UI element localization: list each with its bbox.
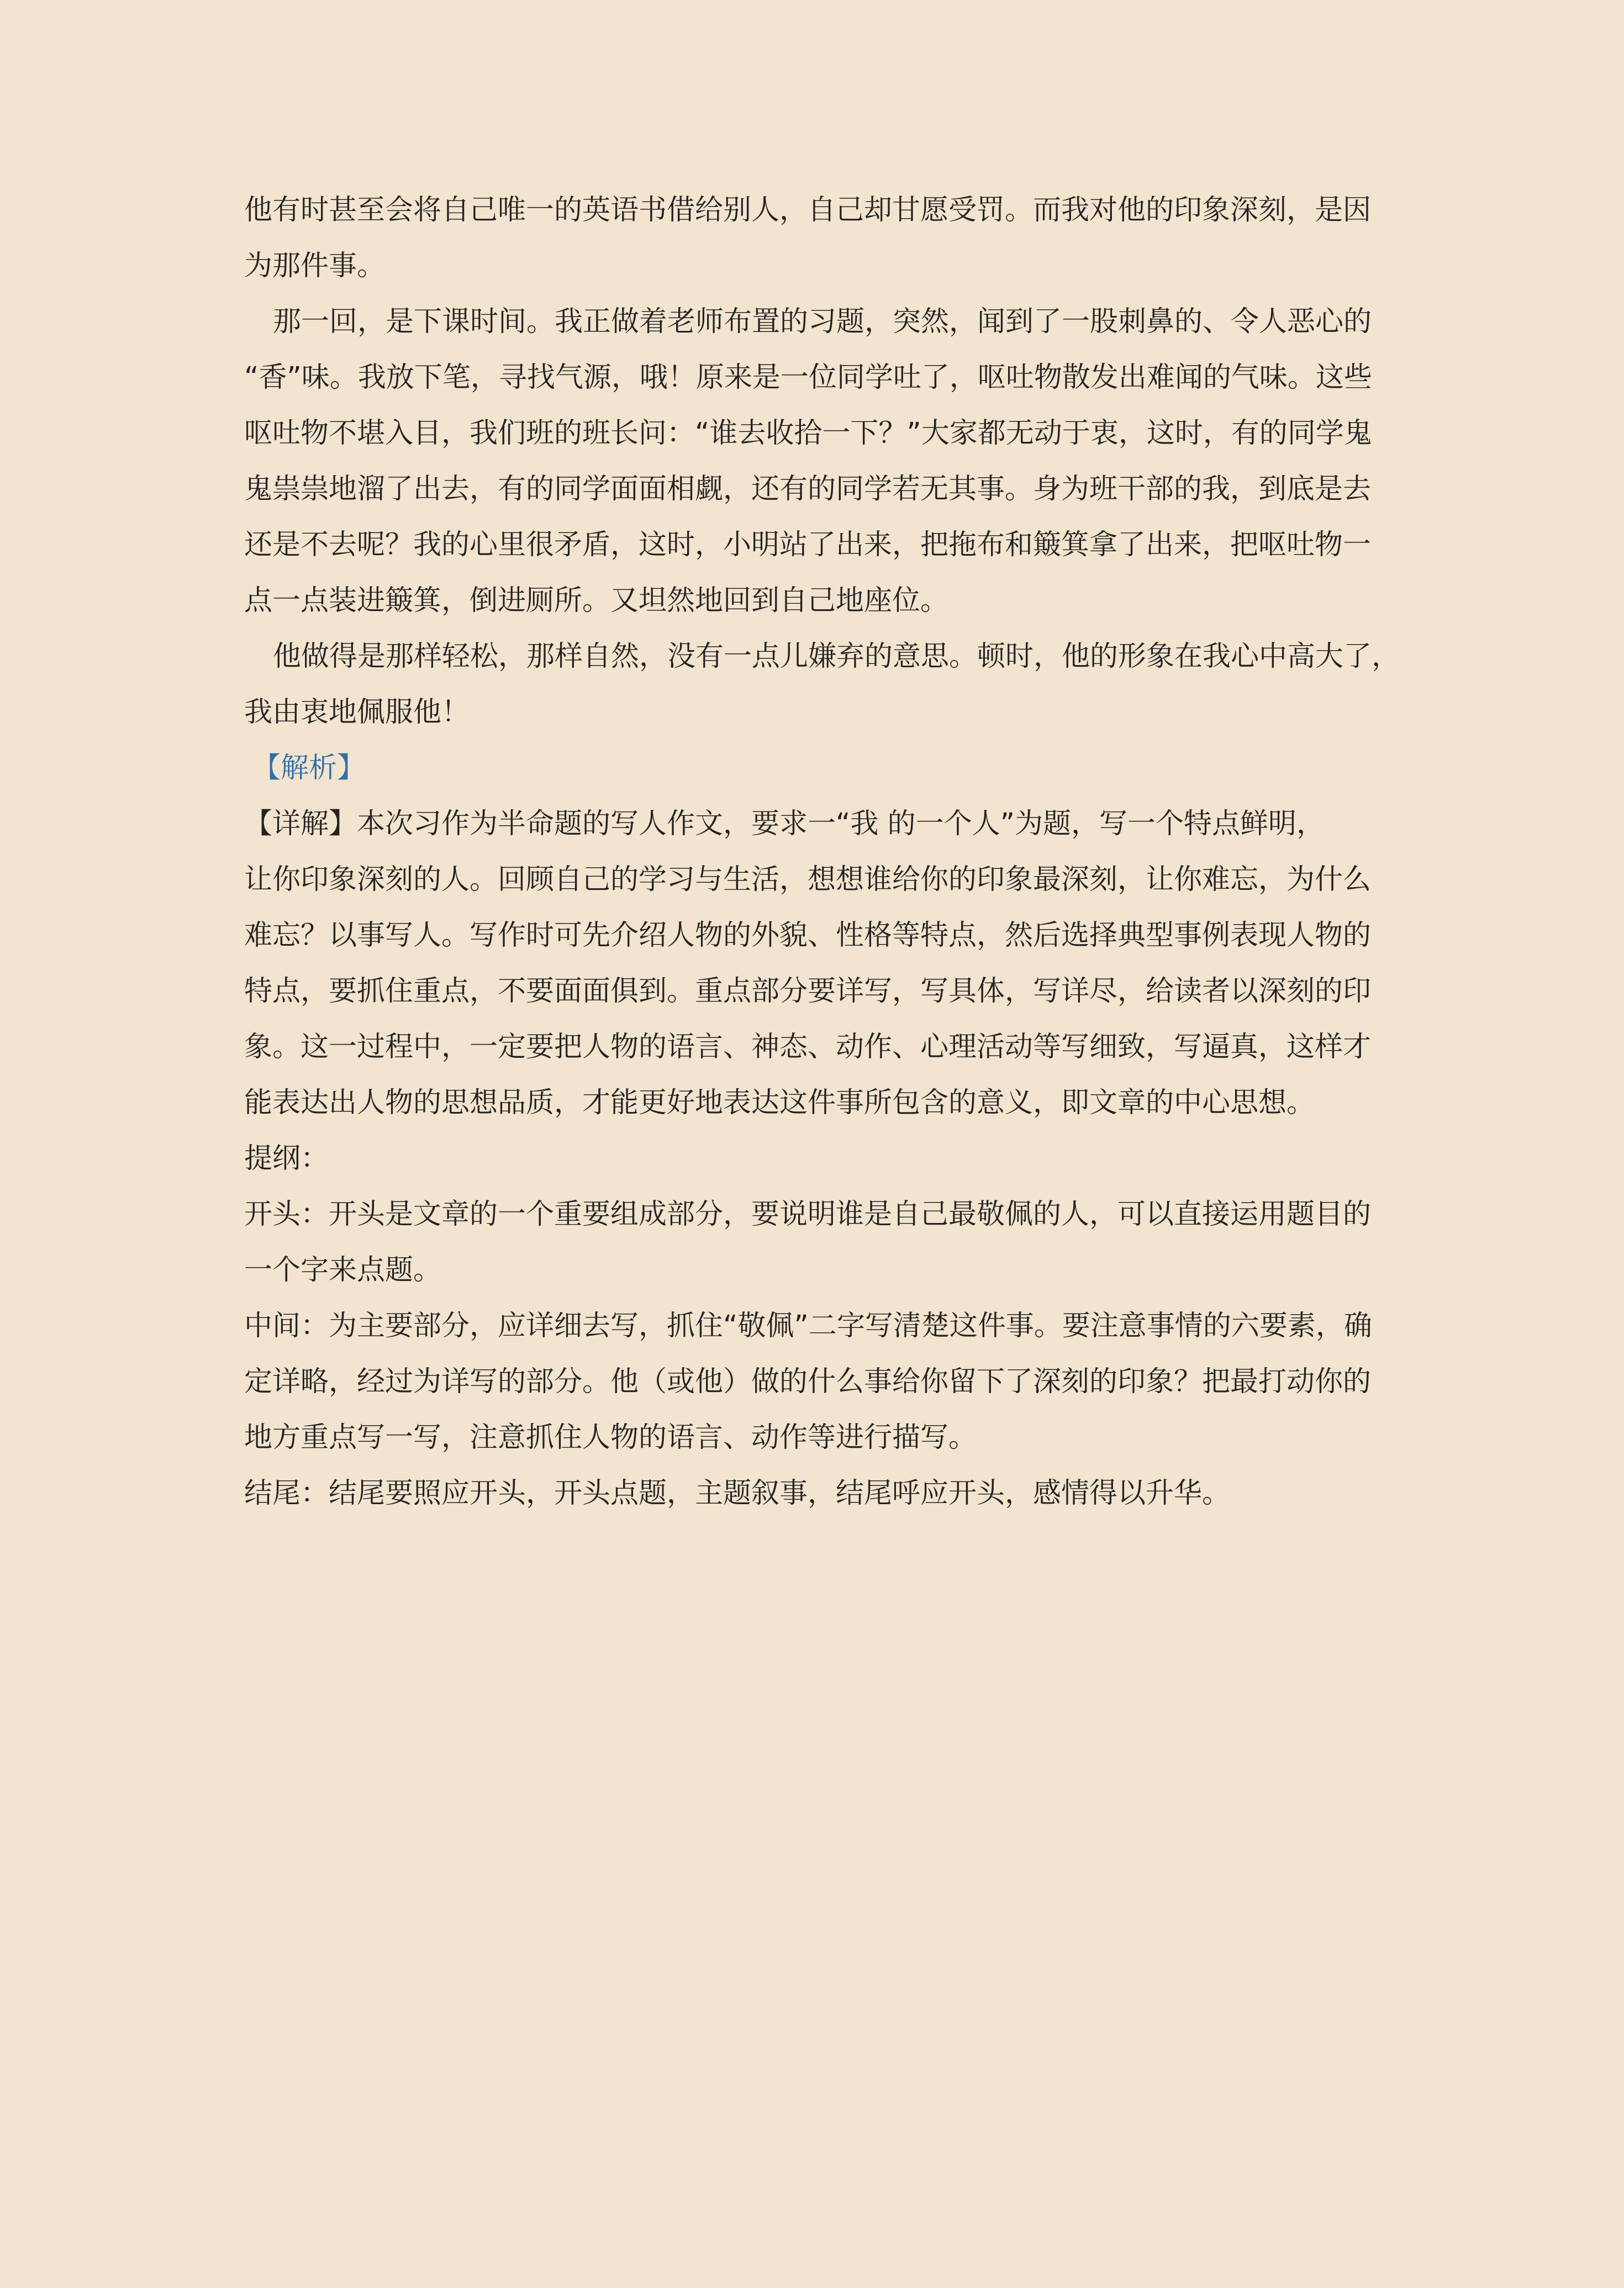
text-line: 象。这一过程中，一定要把人物的语言、神态、动作、心理活动等写细致，写逼真，这样才 [244, 1031, 1372, 1063]
text-line: 地方重点写一写，注意抓住人物的语言、动作等进行描写。 [244, 1421, 977, 1454]
text-line: 还是不去呢？我的心里很矛盾，这时，小明站了出来，把拖布和簸箕拿了出来，把呕吐物一 [244, 529, 1372, 561]
outline-middle [244, 1298, 1375, 1465]
text-line: 一个字来点题。 [244, 1254, 442, 1287]
outline-title: 提纲： [244, 1142, 329, 1175]
text-line: 开头：开头是文章的一个重要组成部分，要说明谁是自己最敬佩的人，可以直接运用题目的 [244, 1198, 1372, 1231]
detail-paragraph [244, 796, 1375, 1131]
text-line: 呕吐物不堪入目，我们班的班长问：“谁去收拾一下？”大家都无动于衷，这时，有的同学鬼 [244, 417, 1372, 450]
text-line: 鬼祟祟地溜了出去，有的同学面面相觑，还有的同学若无其事。身为班干部的我，到底是去 [244, 473, 1372, 505]
text-line: “香”味。我放下笔，寻找气源，哦！原来是一位同学吐了，呕吐物散发出难闻的气味。这些 [244, 361, 1372, 394]
text-line: 他有时甚至会将自己唯一的英语书借给别人，自己却甘愿受罚。而我对他的印象深刻，是因 [244, 194, 1372, 226]
text-line: 我由衷地佩服他！ [244, 696, 470, 729]
text-line: 结尾：结尾要照应开头，开头点题，主题叙事，结尾呼应开头，感情得以升华。 [244, 1477, 1231, 1510]
document-body [244, 182, 1400, 1521]
outline-ending [244, 1465, 1375, 1521]
text-line: 能表达出人物的思想品质，才能更好地表达这件事所包含的意义，即文章的中心思想。 [244, 1087, 1315, 1119]
paragraph-1 [244, 182, 1375, 294]
outline-opening [244, 1187, 1375, 1298]
text-line: 【详解】本次习作为半命题的写人作文，要求一“我 的一个人”为题，写一个特点鲜明， [244, 808, 1325, 840]
text-line: 定详略，经过为详写的部分。他（或他）做的什么事给你留下了深刻的印象？把最打动你的 [244, 1366, 1372, 1398]
text-line: 点一点装进簸箕，倒进厕所。又坦然地回到自己地座位。 [244, 584, 949, 617]
text-line: 中间：为主要部分，应详细去写，抓住“敬佩”二字写清楚这件事。要注意事情的六要素，确 [244, 1310, 1372, 1342]
text-line: 特点，要抓住重点，不要面面俱到。重点部分要详写，写具体，写详尽，给读者以深刻的印 [244, 975, 1372, 1008]
text-line: 让你印象深刻的人。回顾自己的学习与生活，想想谁给你的印象最深刻，让你难忘，为什么 [244, 863, 1372, 896]
text-line: 他做得是那样轻松，那样自然，没有一点儿嫌弃的意思。顿时，他的形象在我心中高大了， [273, 640, 1400, 673]
text-line: 为那件事。 [244, 250, 386, 282]
text-line: 那一回，是下课时间。我正做着老师布置的习题，突然，闻到了一股刺鼻的、令人恶心的 [273, 305, 1372, 338]
paragraph-3 [244, 629, 1400, 740]
paragraph-2 [244, 294, 1375, 629]
text-line: 难忘？以事写人。写作时可先介绍人物的外貌、性格等特点，然后选择典型事例表现人物的 [244, 919, 1372, 952]
analysis-label: 【解析】 [252, 752, 366, 784]
